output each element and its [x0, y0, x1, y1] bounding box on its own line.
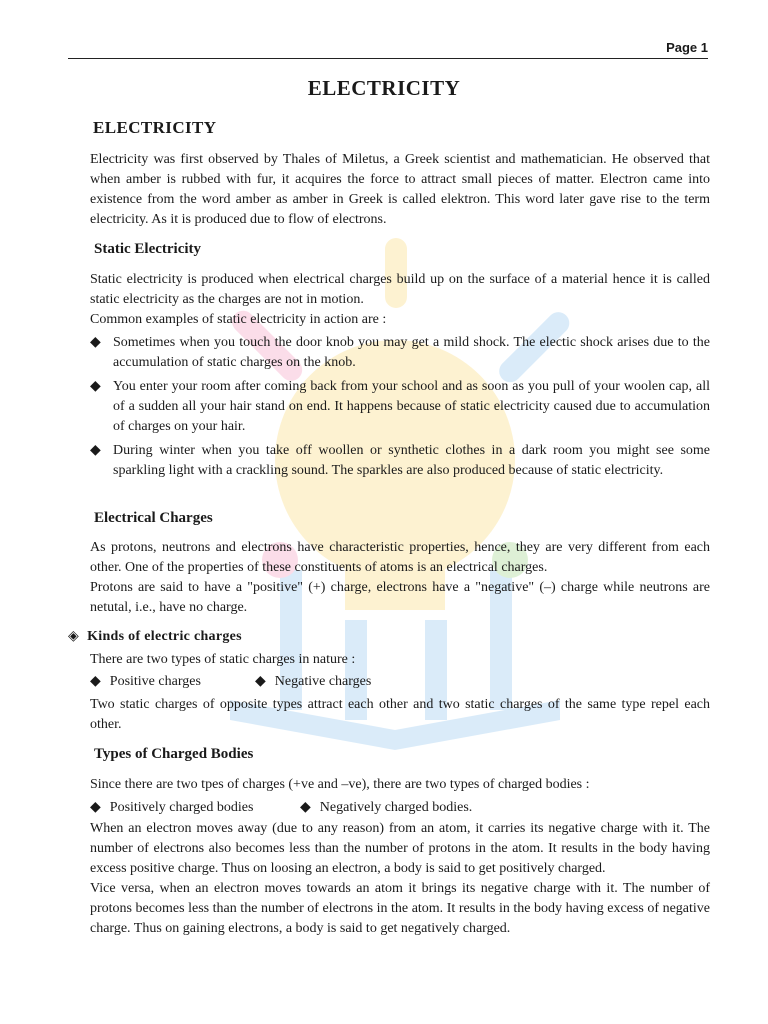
- charges-paragraph-1: As protons, neutrons and electrons have characteristic properties, hence, they are very different from each other. One of the properties of these constituents of atoms is an electrical charges.: [90, 540, 710, 575]
- bodies-items: [90, 798, 710, 818]
- bodies-intro: Since there are two tpes of charges (+ve and –ve), there are two types of charged bodies :: [90, 777, 590, 792]
- list-item: ◆ Negative charges: [255, 672, 371, 692]
- static-examples-list: [90, 333, 710, 481]
- diamond-bullet-icon: ◆: [90, 800, 101, 815]
- section-static-heading-block: [94, 241, 714, 258]
- section-heading-electricity: ELECTRICITY: [93, 118, 217, 137]
- kinds-intro: There are two types of static charges in nature :: [90, 652, 356, 667]
- section-electricity-heading-block: [93, 118, 713, 138]
- section-static-body: [90, 270, 710, 330]
- diamond-bullet-icon: ◆: [300, 800, 311, 815]
- section-heading-kinds: ◈ Kinds of electric charges: [68, 629, 242, 644]
- list-item: ◆ Sometimes when you touch the door knob you may get a mild shock. The electic shock arises due to the accumulation of static charges on the knob.: [90, 335, 710, 370]
- section-bodies-body: [90, 775, 710, 939]
- diamond-bullet-icon: ◆: [90, 335, 101, 350]
- diamond-outline-icon: ◈: [68, 629, 80, 644]
- section-electricity-body: [90, 150, 710, 230]
- bodies-paragraph-1: When an electron moves away (due to any reason) from an atom, it carries its negative charge with it. The number of electrons also becomes less than the number of protons in the atom. It results in the body having excess positive charge. Thus on loosing an electron, a body is said to get positively charged.: [90, 821, 710, 876]
- list-item: ◆ Positive charges: [90, 672, 255, 692]
- section-heading-electrical-charges: Electrical Charges: [94, 510, 213, 526]
- section-charges-heading-block: [94, 510, 714, 527]
- section-charges-body: [90, 538, 710, 618]
- list-item: ◆ Negatively charged bodies.: [300, 798, 472, 818]
- static-examples-list-block: [90, 333, 710, 481]
- electricity-paragraph: Electricity was first observed by Thales of Miletus, a Greek scientist and mathematician. He observed that when amber is rubbed with fur, it acquires the force to attract small pieces of matter. Electron came into existence from the word amber as amber in Greek is called elektron. This word later gave rise to the term electricity. As it is produced due to flow of electrons.: [90, 152, 710, 227]
- page-number: Page 1: [666, 40, 708, 55]
- kinds-paragraph: Two static charges of opposite types attract each other and two static charges of the same type repel each other.: [90, 697, 710, 732]
- section-heading-static-electricity: Static Electricity: [94, 241, 202, 257]
- diamond-bullet-icon: ◆: [90, 674, 101, 689]
- diamond-bullet-icon: ◆: [255, 674, 266, 689]
- document-title: ELECTRICITY: [307, 76, 461, 100]
- header-rule: [68, 58, 708, 59]
- charges-paragraph-2: Protons are said to have a "positive" (+) charge, electrons have a "negative" (–) charge while neutrons are netutal, i.e., have no charge.: [90, 580, 710, 615]
- list-item: ◆ During winter when you take off woollen or synthetic clothes in a dark room you might see some sparkling light with a crackling sound. The sparkles are also produced because of static electricity.: [90, 443, 710, 478]
- diamond-bullet-icon: ◆: [90, 379, 101, 394]
- static-electricity-paragraph: Static electricity is produced when electrical charges build up on the surface of a material hence it is called static electricity as the charges are not in motion.: [90, 272, 710, 307]
- section-kinds-body: [90, 650, 710, 735]
- diamond-bullet-icon: ◆: [90, 443, 101, 458]
- bodies-paragraph-2: Vice versa, when an electron moves towards an atom it brings its negative charge with it. The number of protons becomes less than the number of electrons in the atom. It results in the body having excess of negative charge. Thus on gaining electrons, a body is said to get negatively charged.: [90, 881, 710, 936]
- list-item: ◆ You enter your room after coming back from your school and as soon as you pull of your woolen cap, all of a sudden all your hair stand on end. It happens because of static electricity caused due to accumulation of charges on your hair.: [90, 379, 710, 434]
- section-bodies-heading-block: [94, 746, 714, 763]
- list-item: ◆ Positively charged bodies: [90, 798, 300, 818]
- kinds-items: [90, 672, 710, 692]
- static-examples-intro: Common examples of static electricity in action are :: [90, 312, 387, 327]
- section-heading-charged-bodies: Types of Charged Bodies: [94, 746, 254, 762]
